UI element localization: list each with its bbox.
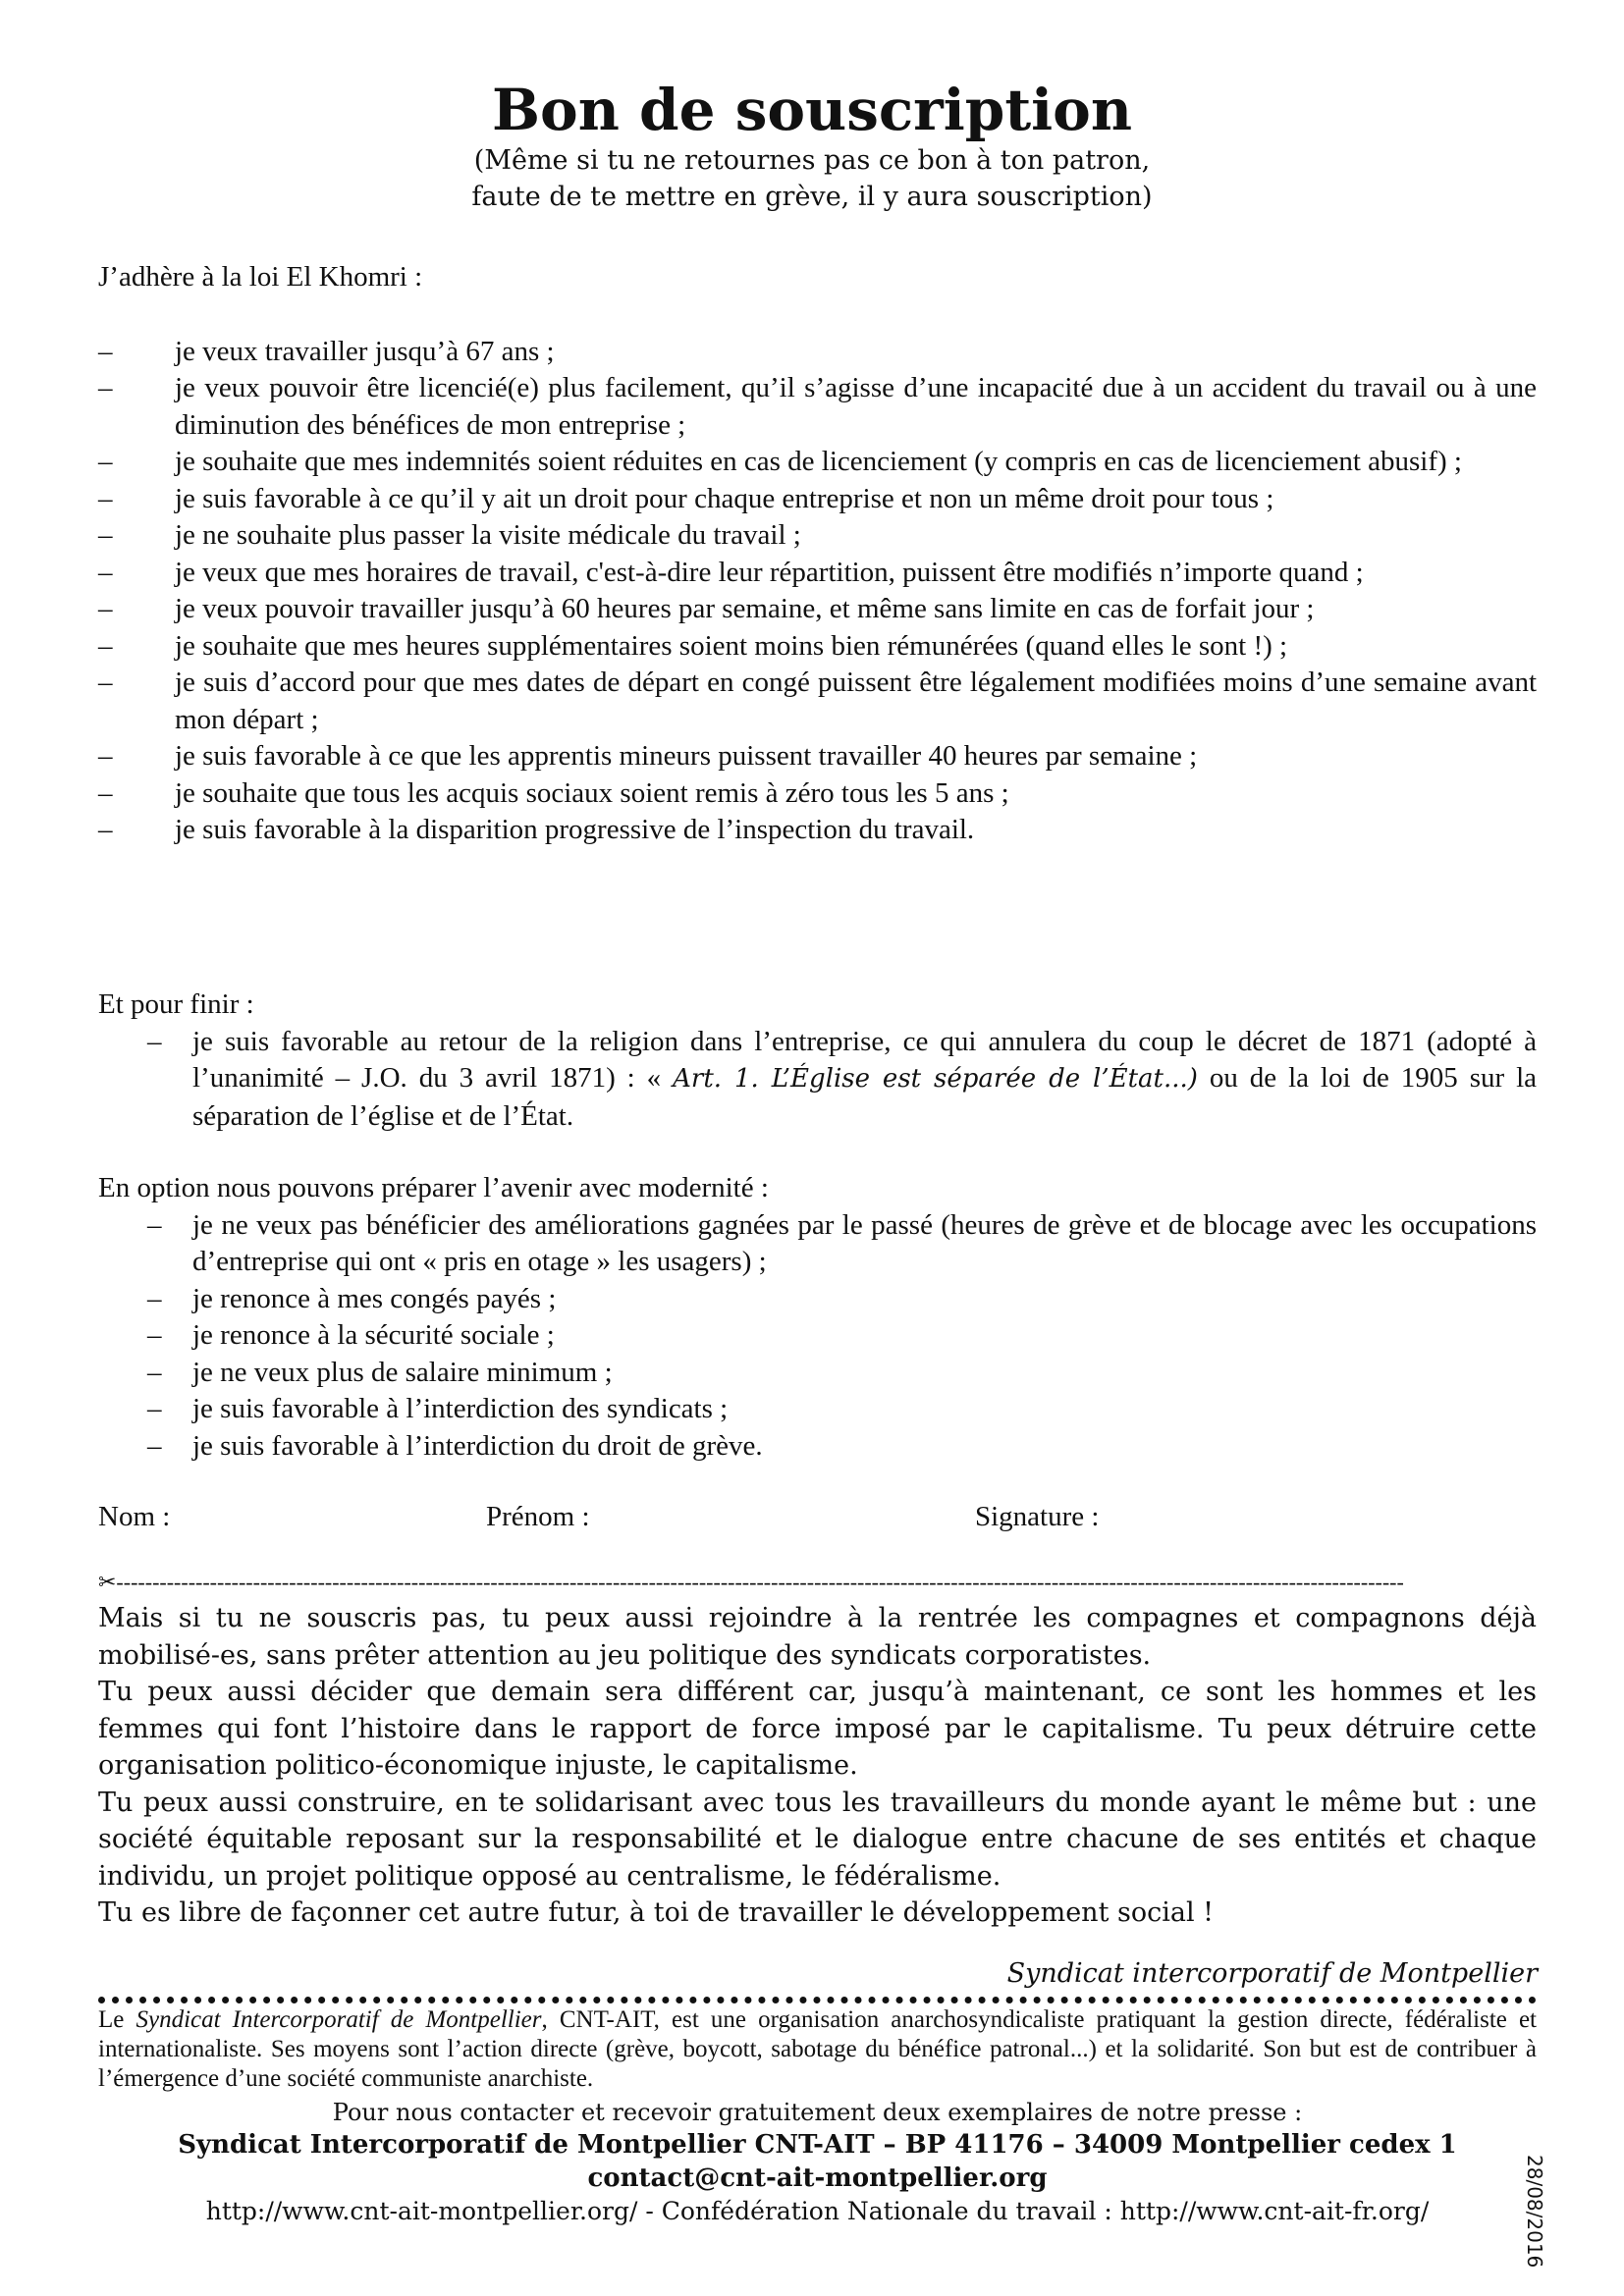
list-item: – je suis favorable à l’interdiction des syndicats ; [98,1391,1537,1428]
finish-item-quote: Art. 1. L’Église est séparée de l’État...) [673,1064,1198,1094]
adhesion-list [98,334,1537,849]
appeal-paragraph: Tu peux aussi décider que demain sera différent car, jusqu’à maintenant, ce sont les hommes et les femmes qui font l’histoire dans le rapport de force imposé par le capitalisme. Tu peux détruire cette organisation politico-économique injuste, le capitalisme. [98,1677,1537,1781]
date-stamp: 28/08/2016 [1523,2155,1546,2269]
list-item: – je souhaite que mes indemnités soient réduites en cas de licenciement (y compris en cas de licenciement abusif) ; [98,444,1537,481]
list-item: – je suis favorable à ce qu’il y ait un droit pour chaque entreprise et non un même droit pour tous ; [98,481,1537,518]
list-item: – je ne souhaite plus passer la visite médicale du travail ; [98,517,1537,555]
contact-urls-link[interactable]: http://www.cnt-ait-montpellier.org/ - Confédération Nationale du travail : http://www.cnt-ait-fr.org/ [205,2197,1430,2225]
contact-address: Syndicat Intercorporatif de Montpellier CNT-AIT – BP 41176 – 34009 Montpellier cedex 1 [178,2130,1457,2160]
appeal-paragraph: Mais si tu ne souscris pas, tu peux aussi rejoindre à la rentrée les compagnes et compagnons déjà mobilisé-es, sans prêter attention au jeu politique des syndicats corporatistes. [98,1603,1537,1671]
list-item: – je suis favorable à la disparition progressive de l’inspection du travail. [98,812,1537,849]
prenom-field-label[interactable]: Prénom : [486,1501,590,1532]
list-item: – je suis favorable à l’interdiction du droit de grève. [98,1428,1537,1466]
list-item [98,1024,1537,1136]
contact-intro: Pour nous contacter et recevoir gratuitement deux exemplaires de notre presse : [332,2099,1303,2126]
appeal-paragraph: Tu es libre de façonner cet autre futur, à toi de travailler le développement social ! [98,1897,1215,1928]
list-item: – je souhaite que tous les acquis sociaux soient remis à zéro tous les 5 ans ; [98,775,1537,813]
list-item: – je ne veux plus de salaire minimum ; [98,1355,1537,1392]
option-intro: En option nous pouvons préparer l’avenir avec modernité : [98,1172,769,1203]
signature-line: Syndicat intercorporatif de Montpellier [1006,1958,1538,1989]
list-item: – je veux travailler jusqu’à 67 ans ; [98,334,1537,371]
subscription-form-row [98,1499,1537,1538]
list-item: – je veux que mes horaires de travail, c'est-à-dire leur répartition, puissent être modifiés n’importe quand ; [98,555,1537,592]
list-item: – je souhaite que mes heures supplémentaires soient moins bien rémunérées (quand elles le sont !) ; [98,628,1537,666]
cut-line: ✂----------------------------------------------------------------------------------------------------------------------------------------------------------------------------------- [98,1570,1404,1594]
contact-block [98,2097,1537,2228]
finish-item-text: je suis favorable au retour de la religion dans l’entreprise, ce qui annulera du coup le décret de 1871 (adopté à l’unanimité – J.O. du 3 avril 1871) : « [192,1025,1537,1094]
list-item: – je suis d’accord pour que mes dates de départ en congé puissent être légalement modifiées moins d’une semaine avant mon départ ; [98,665,1537,738]
finish-intro: Et pour finir : [98,988,254,1020]
footer-text: , CNT-AIT, est une organisation anarchosyndicaliste pratiquant la gestion directe, fédéraliste et internationaliste. Ses moyens sont l’action directe (grève, boycott, sabotage du bénéfice patronal...) et la solidarité. Son but est de contribuer à l’émergence d’une société communiste anarchiste. [98,2006,1537,2092]
subtitle-line-1: (Même si tu ne retournes pas ce bon à ton patron, [473,145,1151,176]
dotted-divider [98,1997,1537,2003]
option-list [98,1207,1537,1466]
list-item: – je veux pouvoir être licencié(e) plus facilement, qu’il s’agisse d’une incapacité due à un accident du travail ou à une diminution des bénéfices de mon entreprise ; [98,370,1537,444]
finish-section [98,987,1537,1135]
contact-email-link[interactable]: contact@cnt-ait-montpellier.org [587,2163,1048,2193]
organisation-description [98,2005,1537,2094]
adhesion-intro: J’adhère à la loi El Khomri : [98,261,423,293]
list-item: – je suis favorable à ce que les apprentis mineurs puissent travailler 40 heures par semaine ; [98,738,1537,775]
appeal-paragraph: Tu peux aussi construire, en te solidarisant avec tous les travailleurs du monde ayant le même but : une société équitable reposant sur la responsabilité et le dialogue entre chacune de ses entités et chaque individu, un projet politique opposé au centralisme, le fédéralisme. [98,1787,1537,1892]
list-item: – je veux pouvoir travailler jusqu’à 60 heures par semaine, et même sans limite en cas de forfait jour ; [98,591,1537,628]
subtitle-line-2: faute de te mettre en grève, il y aura souscription) [471,182,1153,212]
finish-item-text-end: ou de la loi de 1905 sur la séparation de l’église et de l’État. [192,1062,1537,1132]
footer-prefix: Le [98,2006,136,2033]
list-item: – je ne veux pas bénéficier des améliorations gagnées par le passé (heures de grève et de blocage avec les occupations d’entreprise qui ont « pris en otage » les usagers) ; [98,1207,1537,1281]
adhesion-section [98,259,1537,849]
document-subtitle [0,142,1624,215]
option-section [98,1170,1537,1465]
nom-field-label[interactable]: Nom : [98,1501,171,1532]
finish-list [98,1024,1537,1136]
document-title: Bon de souscription [491,77,1133,143]
list-item: – je renonce à la sécurité sociale ; [98,1317,1537,1355]
list-item: – je renonce à mes congés payés ; [98,1281,1537,1318]
footer-org-name: Syndicat Intercorporatif de Montpellier [135,2006,542,2033]
signature-field-label[interactable]: Signature : [975,1501,1100,1532]
appeal-section [98,1600,1537,1932]
